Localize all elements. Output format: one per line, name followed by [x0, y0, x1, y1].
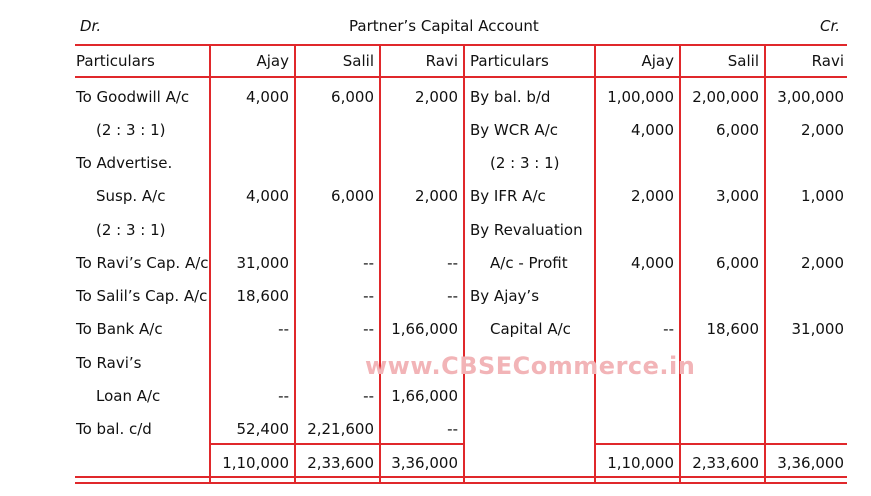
col-header-salil-left: Salil — [342, 52, 374, 70]
col-header-ajay-right: Ajay — [641, 52, 674, 70]
col-header-salil-right: Salil — [727, 52, 759, 70]
row-ravi-right: 2,000 — [801, 254, 844, 272]
row-particular-left: To Ravi’s — [76, 354, 142, 372]
row-particular-left: To Bank A/c — [76, 320, 163, 338]
row-particular-right: A/c - Profit — [490, 254, 568, 272]
row-particular-left: Loan A/c — [96, 387, 161, 405]
total-salil-left: 2,33,600 — [307, 454, 374, 472]
row-ajay-right: 4,000 — [631, 254, 674, 272]
row-particular-left: To bal. c/d — [76, 420, 152, 438]
row-ajay-left: 18,600 — [236, 287, 289, 305]
row-ravi-left: -- — [447, 254, 458, 272]
total-ajay-left: 1,10,000 — [222, 454, 289, 472]
row-ajay-right: 1,00,000 — [607, 88, 674, 106]
row-salil-left: -- — [363, 320, 374, 338]
col-header-particulars-right: Particulars — [470, 52, 549, 70]
debit-label: Dr. — [80, 17, 102, 35]
bottom-double-rule — [75, 482, 847, 484]
col-rule-2 — [294, 44, 296, 484]
row-particular-right: Capital A/c — [490, 320, 571, 338]
total-salil-right: 2,33,600 — [692, 454, 759, 472]
row-salil-right: 3,000 — [716, 187, 759, 205]
page-title: Partner’s Capital Account — [349, 17, 539, 35]
row-particular-right: By WCR A/c — [470, 121, 558, 139]
col-header-particulars-left: Particulars — [76, 52, 155, 70]
row-particular-right: (2 : 3 : 1) — [490, 154, 560, 172]
row-salil-left: 6,000 — [331, 88, 374, 106]
row-ajay-left: 52,400 — [236, 420, 289, 438]
row-ajay-left: 31,000 — [236, 254, 289, 272]
col-header-ravi-right: Ravi — [811, 52, 844, 70]
row-ajay-left: -- — [278, 320, 289, 338]
row-salil-left: -- — [363, 387, 374, 405]
row-particular-right: By IFR A/c — [470, 187, 546, 205]
row-ravi-right: 2,000 — [801, 121, 844, 139]
row-particular-right: By Ajay’s — [470, 287, 540, 305]
col-rule-5 — [594, 44, 596, 484]
left-total-top-rule — [209, 443, 463, 445]
top-rule — [75, 44, 847, 46]
row-salil-right: 18,600 — [706, 320, 759, 338]
row-salil-right: 2,00,000 — [692, 88, 759, 106]
row-ravi-right: 31,000 — [791, 320, 844, 338]
col-rule-4 — [463, 44, 465, 484]
row-ravi-left: -- — [447, 287, 458, 305]
row-salil-left: 2,21,600 — [307, 420, 374, 438]
row-ravi-right: 3,00,000 — [777, 88, 844, 106]
row-particular-left: To Goodwill A/c — [76, 88, 190, 106]
row-salil-left: 6,000 — [331, 187, 374, 205]
col-rule-3 — [379, 44, 381, 484]
row-particular-left: Susp. A/c — [96, 187, 166, 205]
col-rule-6 — [679, 44, 681, 484]
header-rule — [75, 76, 847, 78]
row-ravi-left: 1,66,000 — [391, 387, 458, 405]
row-particular-right: By Revaluation — [470, 221, 583, 239]
col-rule-1 — [209, 44, 211, 484]
row-salil-right: 6,000 — [716, 254, 759, 272]
row-salil-left: -- — [363, 287, 374, 305]
row-salil-left: -- — [363, 254, 374, 272]
row-ravi-left: -- — [447, 420, 458, 438]
right-total-top-rule — [594, 443, 847, 445]
row-ajay-left: -- — [278, 387, 289, 405]
row-particular-right: By bal. b/d — [470, 88, 551, 106]
row-ajay-right: 2,000 — [631, 187, 674, 205]
row-ajay-left: 4,000 — [246, 88, 289, 106]
bottom-rule — [75, 476, 847, 478]
row-ravi-right: 1,000 — [801, 187, 844, 205]
row-particular-left: To Salil’s Cap. A/c — [76, 287, 208, 305]
row-ravi-left: 2,000 — [415, 88, 458, 106]
col-header-ajay-left: Ajay — [256, 52, 289, 70]
row-particular-left: (2 : 3 : 1) — [96, 221, 166, 239]
row-ravi-left: 2,000 — [415, 187, 458, 205]
total-ajay-right: 1,10,000 — [607, 454, 674, 472]
row-ajay-right: -- — [663, 320, 674, 338]
col-header-ravi-left: Ravi — [425, 52, 458, 70]
row-particular-left: To Ravi’s Cap. A/c — [76, 254, 209, 272]
total-ravi-left: 3,36,000 — [391, 454, 458, 472]
row-ravi-left: 1,66,000 — [391, 320, 458, 338]
credit-label: Cr. — [820, 17, 841, 35]
row-salil-right: 6,000 — [716, 121, 759, 139]
total-ravi-right: 3,36,000 — [777, 454, 844, 472]
row-ajay-right: 4,000 — [631, 121, 674, 139]
row-particular-left: To Advertise. — [76, 154, 173, 172]
row-ajay-left: 4,000 — [246, 187, 289, 205]
watermark: www.CBSECommerce.in — [365, 352, 696, 380]
col-rule-7 — [764, 44, 766, 484]
row-particular-left: (2 : 3 : 1) — [96, 121, 166, 139]
